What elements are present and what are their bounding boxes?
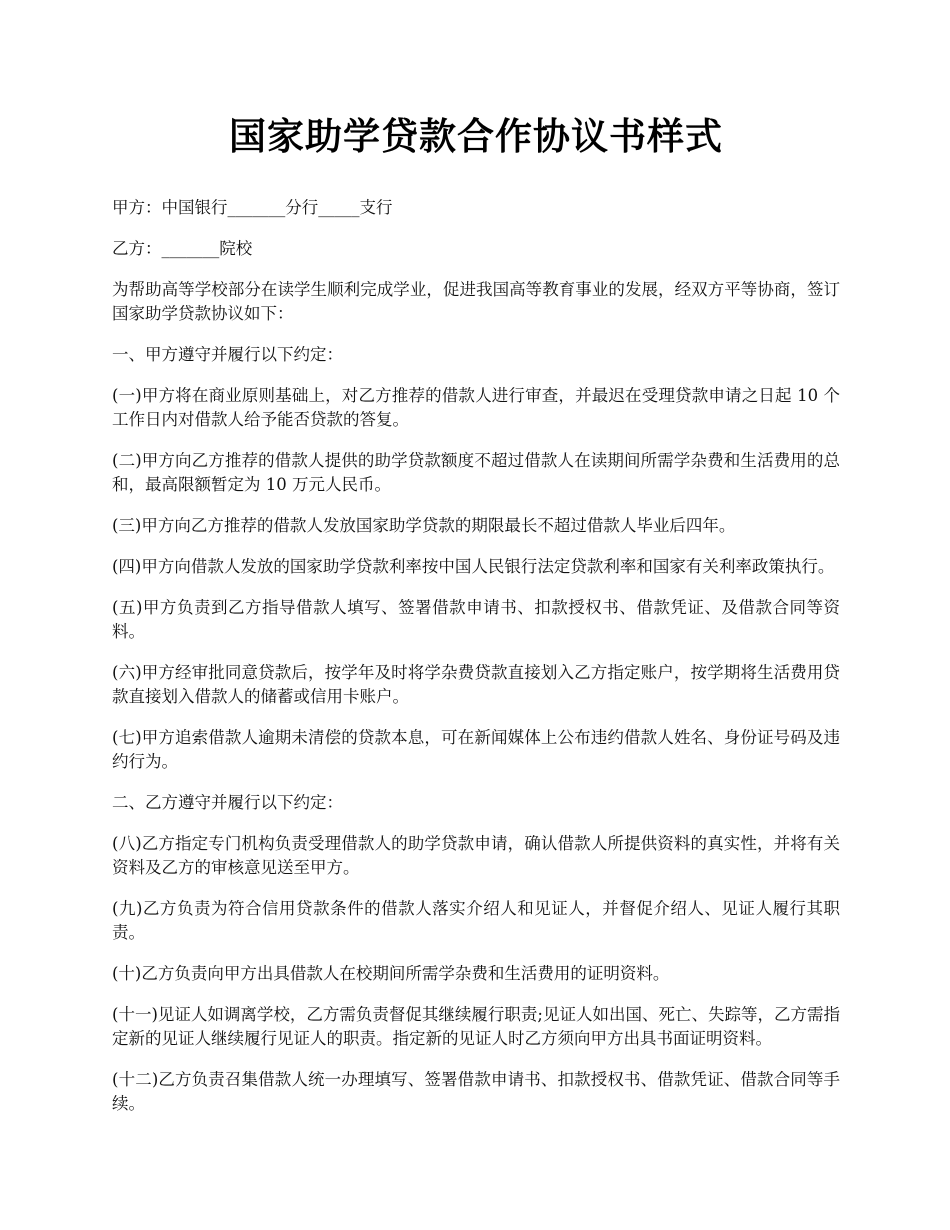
- clause-11: (十一)见证人如调离学校，乙方需负责督促其继续履行职责;见证人如出国、死亡、失踪等，乙方需指定新的见证人继续履行见证人的职责。指定新的见证人时乙方须向甲方出具书面证明资料。: [112, 1005, 840, 1048]
- clause-8: (八)乙方指定专门机构负责受理借款人的助学贷款申请，确认借款人所提供资料的真实性，并将有关资料及乙方的审核意见送至甲方。: [112, 834, 840, 877]
- clause-12: (十二)乙方负责召集借款人统一办理填写、签署借款申请书、扣款授权书、借款凭证、借款合同等手续。: [112, 1070, 840, 1113]
- section-heading-party-a: 一、甲方遵守并履行以下约定：: [112, 345, 343, 364]
- clause-7: (七)甲方追索借款人逾期未清偿的贷款本息，可在新闻媒体上公布违约借款人姓名、身份证号码及违约行为。: [112, 728, 840, 771]
- document-title: 国家助学贷款合作协议书样式: [229, 114, 723, 158]
- preamble-paragraph: 为帮助高等学校部分在读学生顺利完成学业，促进我国高等教育事业的发展，经双方平等协商，签订国家助学贷款协议如下：: [112, 280, 840, 323]
- clause-1: (一)甲方将在商业原则基础上，对乙方推荐的借款人进行审查，并最迟在受理贷款申请之日起 10 个工作日内对借款人给予能否贷款的答复。: [112, 386, 840, 429]
- clause-10: (十)乙方负责向甲方出具借款人在校期间所需学杂费和生活费用的证明资料。: [112, 964, 670, 983]
- clause-4: (四)甲方向借款人发放的国家助学贷款利率按中国人民银行法定贷款利率和国家有关利率政策执行。: [112, 557, 835, 576]
- party-a-line: 甲方：中国银行_______分行_____支行: [112, 198, 393, 217]
- clause-6: (六)甲方经审批同意贷款后，按学年及时将学杂费贷款直接划入乙方指定账户，按学期将生活费用贷款直接划入借款人的储蓄或信用卡账户。: [112, 663, 840, 706]
- clause-3: (三)甲方向乙方推荐的借款人发放国家助学贷款的期限最长不超过借款人毕业后四年。: [112, 516, 736, 535]
- clause-9: (九)乙方负责为符合信用贷款条件的借款人落实介绍人和见证人，并督促介绍人、见证人履行其职责。: [112, 899, 840, 942]
- section-heading-party-b: 二、乙方遵守并履行以下约定：: [112, 793, 343, 812]
- party-b-line: 乙方：_______院校: [112, 239, 253, 258]
- clause-5: (五)甲方负责到乙方指导借款人填写、签署借款申请书、扣款授权书、借款凭证、及借款合同等资料。: [112, 598, 840, 641]
- clause-2: (二)甲方向乙方推荐的借款人提供的助学贷款额度不超过借款人在读期间所需学杂费和生活费用的总和，最高限额暂定为 10 万元人民币。: [112, 451, 840, 494]
